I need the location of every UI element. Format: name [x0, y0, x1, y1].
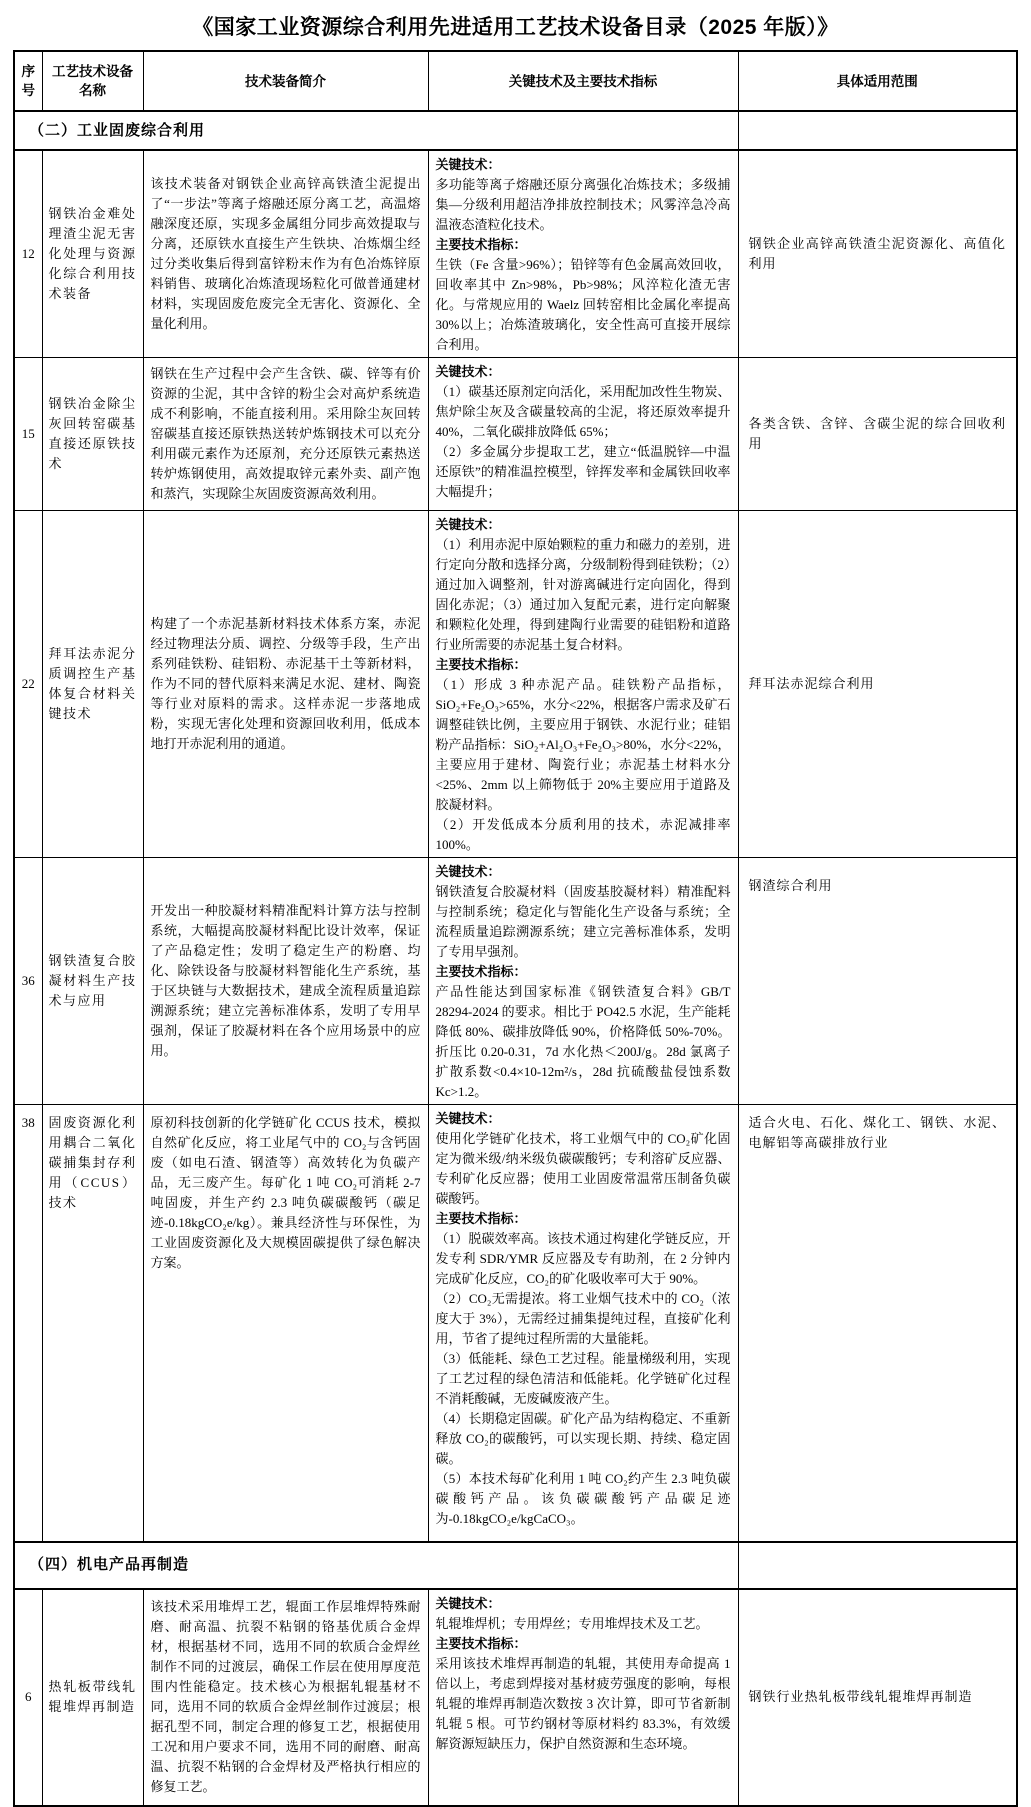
tech-paragraph: （4）长期稳定固碳。矿化产品为结构稳定、不重新释放 CO₂的碳酸钙，可以实现长期、持续、稳定固碳。 [435, 1411, 731, 1466]
page-title: 《国家工业资源综合利用先进适用工艺技术设备目录（2025 年版）》 [192, 16, 839, 39]
row-intro: 该技术装备对钢铁企业高锌高铁渣尘泥提出了“一步法”等离子熔融还原分离工艺，高温熔融深度还原，实现多金属组分同步高效提取与分离，还原铁水直接生产生铁块、冶炼烟尘经过分类收集后得到富锌粉末作为有色冶炼锌原料销售、玻璃化冶炼渣现场粒化可做普通建材材料，实现固废危废完全无害化、资源化、全量化利用。 [143, 150, 428, 358]
tech-heading: 关键技术： [435, 157, 501, 172]
section-label: （四）机电产品再制造 [14, 1542, 738, 1589]
header-name: 工艺技术设备名称 [42, 51, 143, 111]
row-name: 钢铁冶金难处理渣尘泥无害化处理与资源化综合利用技术装备 [42, 150, 143, 358]
section-empty-cell [738, 111, 1017, 150]
section-row-electromechanical-remanufacturing [14, 1542, 1017, 1589]
row-name: 拜耳法赤泥分质调控生产基体复合材料关键技术 [42, 511, 143, 858]
tech-heading: 主要技术指标： [435, 237, 527, 252]
row-intro: 原初科技创新的化学链矿化 CCUS 技术，模拟自然矿化反应，将工业尾气中的 CO₂与含钙固废（如电石渣、钢渣等）高效转化为负碳产品，无三废产生。每矿化 1 吨 CO₂可消耗 2-7 吨固废，并生产约 2.3 吨负碳碳酸钙（碳足迹-0.18kgCO₂e/kg）。兼具经济性与环保性，为工业固废资源化及大规模固碳提供了绿色解决方案。 [143, 1105, 428, 1542]
tech-heading: 关键技术： [435, 1595, 501, 1611]
tech-paragraph: 使用化学链矿化技术，将工业烟气中的 CO₂矿化固定为微米级/纳米级负碳碳酸钙；专利溶矿反应器、专利矿化反应器；使用工业固废常温常压制备负碳碳酸钙。 [435, 1131, 731, 1206]
tech-paragraph: 生铁（Fe 含量>96%）；铅锌等有色金属高效回收，回收率其中 Zn>98%，Pb>98%；风淬粒化渣无害化。与常规应用的 Waelz 回转窑相比金属化率提高 30%以上；冶炼渣玻璃化，安全性高可直接开展综合利用。 [435, 257, 731, 352]
tech-heading: 关键技术： [435, 364, 501, 379]
catalog-table [13, 50, 1018, 1807]
tech-paragraph: 多功能等离子熔融还原分离强化冶炼技术；多级捕集—分级利用超洁净排放控制技术；风雾淬急冷高温液态渣粒化技术。 [435, 177, 731, 232]
section-row-industrial-solid-waste [14, 111, 1017, 150]
table-row [14, 511, 1017, 858]
tech-paragraph: （2）CO₂无需提浓。将工业烟气技术中的 CO₂（浓度大于 3%），无需经过捕集提纯过程，直接矿化利用，节省了提纯过程所需的大量能耗。 [435, 1291, 731, 1346]
tech-heading: 主要技术指标： [435, 1635, 527, 1651]
table-row [14, 358, 1017, 511]
row-tech [428, 1105, 738, 1542]
row-intro: 开发出一种胶凝材料精准配料计算方法与控制系统，大幅提高胶凝材料配比设计效率，保证了产品稳定性；发明了稳定生产的粉磨、均化、除铁设备与胶凝材料智能化生产系统，基于区块链与大数据技术，建成全流程质量追踪溯源系统；建立完善标准体系，发明了专用早强剂，保证了胶凝材料在各个应用场景中的应用。 [143, 858, 428, 1105]
row-tech [428, 511, 738, 858]
row-scope: 各类含铁、含锌、含碳尘泥的综合回收利用 [738, 358, 1017, 511]
tech-paragraph: （5）本技术每矿化利用 1 吨 CO₂约产生 2.3 吨负碳碳酸钙产品。该负碳碳酸钙产品碳足迹为-0.18kgCO₂e/kgCaCO₃。 [435, 1471, 731, 1526]
section-empty-cell [738, 1542, 1017, 1589]
row-no: 12 [14, 150, 42, 358]
row-tech [428, 1589, 738, 1806]
tech-paragraph: （1）脱碳效率高。该技术通过构建化学链反应，开发专利 SDR/YMR 反应器及专有助剂，在 2 分钟内完成矿化反应，CO₂的矿化吸收率可大于 90%。 [435, 1231, 731, 1286]
header-intro: 技术装备简介 [143, 51, 428, 111]
row-intro: 该技术采用堆焊工艺，辊面工作层堆焊特殊耐磨、耐高温、抗裂不粘钢的铬基优质合金焊材，根据基材不同，选用不同的软质合金焊丝制作不同的过渡层，确保工作层在使用厚度范围内性能稳定。技术核心为根据轧辊基材不同，选用不同的软质合金焊丝制作过渡层；根据孔型不同，制定合理的修复工艺，根据使用工况和用户要求不同，选用不同的耐磨、耐高温、抗裂不粘钢的合金焊材及严格执行相应的修复工艺。 [143, 1589, 428, 1806]
tech-paragraph: （2）开发低成本分质利用的技术，赤泥减排率 100%。 [435, 817, 731, 852]
tech-paragraph: 采用该技术堆焊再制造的轧辊，其使用寿命提高 1 倍以上，考虑到焊接对基材疲劳强度的影响，每根轧辊的堆焊再制造次数按 3 次计算，即可节省新制轧辊 5 根。可节约钢材等原材料约 83.3%，有效缓解资源短缺压力，保护自然资源和生态环境。 [435, 1655, 731, 1751]
row-tech [428, 358, 738, 511]
row-name: 热轧板带线轧辊堆焊再制造 [42, 1589, 143, 1806]
tech-paragraph: （1）利用赤泥中原始颗粒的重力和磁力的差别，进行定向分散和选择分离，分级制粉得到硅铁粉；（2）通过加入调整剂，针对游离碱进行定向固化，得到固化赤泥；（3）通过加入复配元素，进行定向解聚和颗粒化处理，得到建陶行业需要的硅铝粉和道路行业所需要的赤泥基土复合材料。 [435, 537, 731, 652]
tech-paragraph: （3）低能耗、绿色工艺过程。能量梯级利用，实现了工艺过程的绿色清洁和低能耗。化学链矿化过程不消耗酸碱，无废碱废液产生。 [435, 1351, 731, 1406]
row-scope: 钢铁行业热轧板带线轧辊堆焊再制造 [738, 1589, 1017, 1806]
tech-paragraph: （2）多金属分步提取工艺，建立“低温脱锌—中温还原铁”的精准温控模型，锌挥发率和金属铁回收率大幅提升； [435, 444, 731, 499]
row-intro: 构建了一个赤泥基新材料技术体系方案，赤泥经过物理法分质、调控、分级等手段，生产出系列硅铁粉、硅铝粉、赤泥基干土等新材料，作为不同的替代原料来满足水泥、建材、陶瓷等行业对原料的需求。这样赤泥一步落地成粉，实现无害化处理和资源回收利用，低成本地打开赤泥利用的通道。 [143, 511, 428, 858]
row-no: 36 [14, 858, 42, 1105]
row-scope: 拜耳法赤泥综合利用 [738, 511, 1017, 858]
row-no: 22 [14, 511, 42, 858]
row-name: 钢铁渣复合胶凝材料生产技术与应用 [42, 858, 143, 1105]
tech-heading: 关键技术： [435, 1111, 501, 1126]
tech-paragraph: （1）形成 3 种赤泥产品。硅铁粉产品指标，SiO₂+Fe₂O₃>65%，水分<22%，根据客户需求及矿石调整硅铁比例，主要应用于钢铁、水泥行业；硅铝粉产品指标：SiO₂+Al₂O₃+Fe₂O₃>80%，水分<22%，主要应用于建材、陶瓷行业；赤泥基土材料水分<25%、2mm 以上筛物低于 20%主要应用于道路及胶凝材料。 [435, 677, 731, 812]
table-row [14, 1105, 1017, 1542]
tech-paragraph: 轧辊堆焊机；专用焊丝；专用堆焊技术及工艺。 [435, 1615, 709, 1631]
row-scope: 钢渣综合利用 [738, 858, 1017, 1105]
tech-heading: 主要技术指标： [435, 964, 527, 979]
tech-paragraph: （1）碳基还原剂定向活化，采用配加改性生物炭、焦炉除尘灰及含碳量较高的尘泥，将还原效率提升 40%，二氧化碳排放降低 65%； [435, 384, 731, 439]
row-tech [428, 858, 738, 1105]
row-scope: 钢铁企业高锌高铁渣尘泥资源化、高值化利用 [738, 150, 1017, 358]
table-row [14, 1589, 1017, 1806]
header-no: 序号 [14, 51, 42, 111]
row-no: 38 [14, 1105, 42, 1542]
row-no: 6 [14, 1589, 42, 1806]
row-no: 15 [14, 358, 42, 511]
header-row [14, 51, 1017, 111]
tech-heading: 主要技术指标： [435, 657, 527, 672]
tech-paragraph: 钢铁渣复合胶凝材料（固废基胶凝材料）精准配料与控制系统；稳定化与智能化生产设备与系统；全流程质量追踪溯源系统；建立完善标准体系，发明了专用早强剂。 [435, 884, 731, 959]
section-label: （二）工业固废综合利用 [14, 111, 738, 150]
tech-heading: 主要技术指标： [435, 1211, 527, 1226]
row-name: 钢铁冶金除尘灰回转窑碳基直接还原铁技术 [42, 358, 143, 511]
row-name: 固废资源化利用耦合二氧化碳捕集封存利用（CCUS）技术 [42, 1105, 143, 1542]
row-tech [428, 150, 738, 358]
table-row [14, 150, 1017, 358]
tech-paragraph: 产品性能达到国家标准《钢铁渣复合料》GB/T 28294-2024 的要求。相比于 PO42.5 水泥，生产能耗降低 80%、碳排放降低 90%，价格降低 50%-70%。折压比 0.20-0.31，7d 水化热＜200J/g。28d 氯离子扩散系数<0.4×10-12m²/s，28d 抗硫酸盐侵蚀系数 Kc>1.2。 [435, 984, 731, 1099]
row-scope: 适合火电、石化、煤化工、钢铁、水泥、电解铝等高碳排放行业 [738, 1105, 1017, 1542]
header-scope: 具体适用范围 [738, 51, 1017, 111]
tech-heading: 关键技术： [435, 517, 501, 532]
header-tech: 关键技术及主要技术指标 [428, 51, 738, 111]
tech-heading: 关键技术： [435, 864, 501, 879]
row-intro: 钢铁在生产过程中会产生含铁、碳、锌等有价资源的尘泥，其中含锌的粉尘会对高炉系统造成不利影响，不能直接利用。采用除尘灰回转窑碳基直接还原铁热送转炉炼钢技术可以充分利用碳元素作为还原剂，充分还原铁元素热送转炉炼钢使用，高效提取锌元素外卖、副产饱和蒸汽，实现除尘灰固废资源高效利用。 [143, 358, 428, 511]
table-row [14, 858, 1017, 1105]
